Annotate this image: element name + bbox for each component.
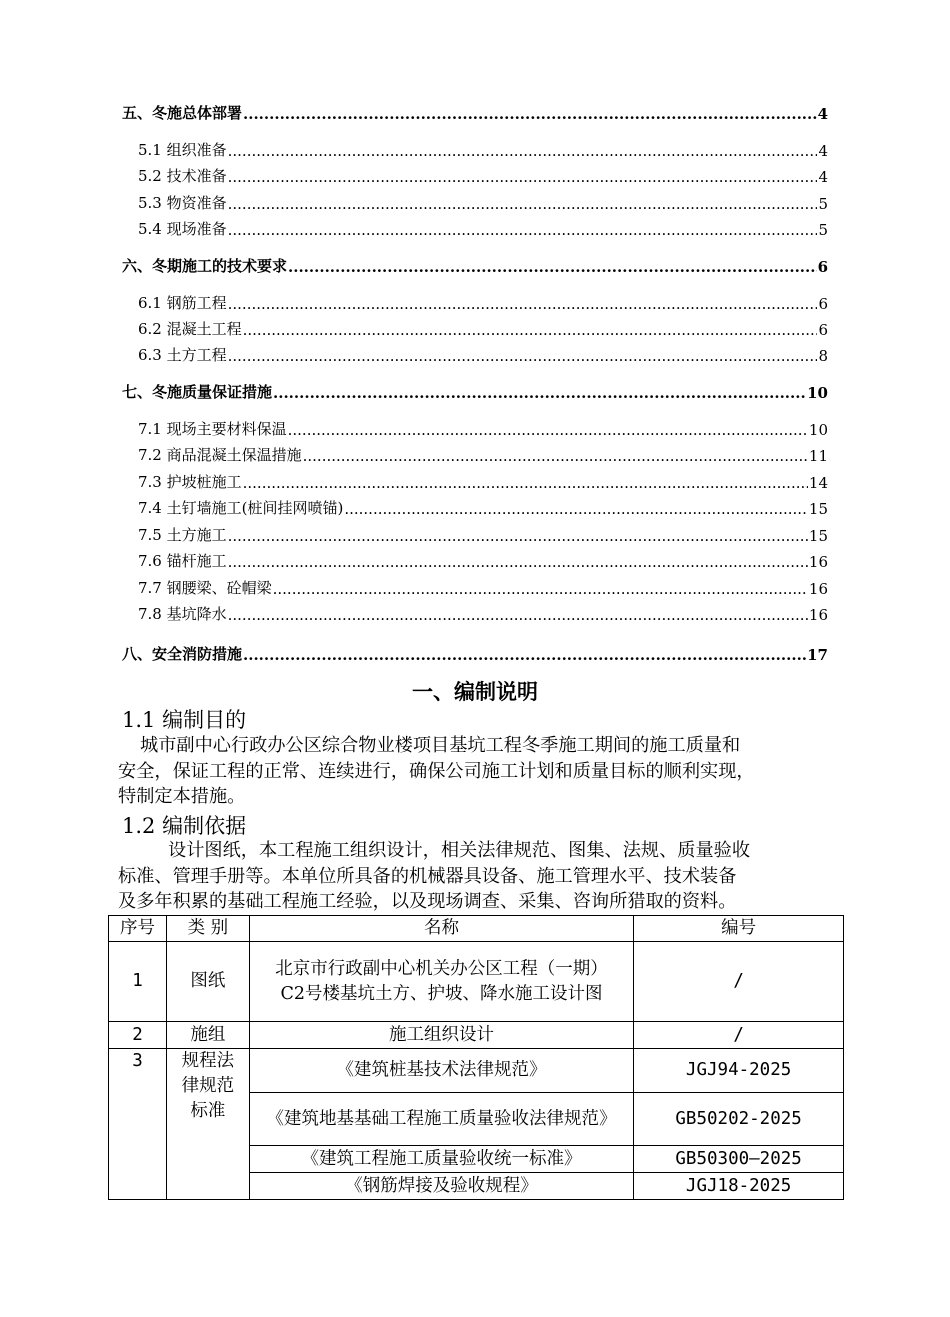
toc-title: 7.5 土方施工 xyxy=(138,526,227,544)
toc-entry[interactable] xyxy=(138,293,828,313)
row-name: 《建筑桩基技术法律规范》 xyxy=(249,1049,633,1093)
toc-entry[interactable] xyxy=(138,345,828,365)
toc-entry[interactable] xyxy=(138,319,828,339)
toc-title: 7.7 钢腰梁、砼帽梁 xyxy=(138,579,272,597)
toc-page: 8 xyxy=(818,347,828,365)
row-name: 《钢筋焊接及验收规程》 xyxy=(249,1173,633,1200)
basis-paragraph xyxy=(118,838,838,915)
toc-title: 六、冬期施工的技术要求 xyxy=(122,257,288,275)
toc-entry[interactable] xyxy=(138,498,828,518)
row-code: GB50202-2025 xyxy=(634,1093,844,1146)
toc-title: 6.2 混凝土工程 xyxy=(138,320,242,338)
row-code: JGJ94-2025 xyxy=(634,1049,844,1093)
toc-page: 6 xyxy=(817,258,828,276)
paragraph-line: 及多年积累的基础工程施工经验，以及现场调查、采集、咨询所猎取的资料。 xyxy=(118,891,737,912)
row-name: 施工组织设计 xyxy=(249,1022,633,1049)
section-heading-purpose: 1.1 编制目的 xyxy=(122,708,247,732)
row-number: 2 xyxy=(109,1022,167,1049)
toc-title: 5.1 组织准备 xyxy=(138,141,227,159)
toc-entry[interactable] xyxy=(122,103,828,123)
toc-entry[interactable] xyxy=(138,578,828,598)
toc-title: 7.8 基坑降水 xyxy=(138,605,227,623)
toc-page: 5 xyxy=(818,195,828,213)
section-heading-basis: 1.2 编制依据 xyxy=(122,814,247,838)
row-category: 施组 xyxy=(166,1022,249,1049)
toc-page: 4 xyxy=(818,142,828,160)
toc-entry[interactable] xyxy=(138,219,828,239)
toc-page: 5 xyxy=(818,221,828,239)
row-code: / xyxy=(634,1022,844,1049)
paragraph-line: 设计图纸，本工程施工组织设计，相关法律规范、图集、法规、质量验收 xyxy=(168,840,751,861)
toc-entry[interactable] xyxy=(138,166,828,186)
toc-title: 7.3 护坡桩施工 xyxy=(138,473,242,491)
paragraph-line: 特制定本措施。 xyxy=(118,786,246,807)
row-code: / xyxy=(634,942,844,1022)
toc-entry[interactable] xyxy=(122,382,828,402)
toc-title: 八、安全消防措施 xyxy=(122,645,243,663)
row-category: 图纸 xyxy=(166,942,249,1022)
header-cell: 名称 xyxy=(249,916,633,942)
toc-title: 5.2 技术准备 xyxy=(138,167,227,185)
toc-entry[interactable] xyxy=(138,472,828,492)
row-number: 3 xyxy=(109,1049,167,1200)
toc-entry[interactable] xyxy=(138,193,828,213)
toc-title: 7.2 商品混凝土保温措施 xyxy=(138,446,302,464)
toc-entry[interactable] xyxy=(138,525,828,545)
table-row xyxy=(109,1022,844,1049)
toc-entry[interactable] xyxy=(138,604,828,624)
toc-page: 10 xyxy=(807,384,828,402)
toc-page: 6 xyxy=(818,321,828,339)
toc-title: 6.3 土方工程 xyxy=(138,346,227,364)
header-cell: 类 别 xyxy=(166,916,249,942)
row-number: 1 xyxy=(109,942,167,1022)
header-cell: 序号 xyxy=(109,916,167,942)
toc-entry[interactable] xyxy=(138,419,828,439)
toc-entry[interactable] xyxy=(122,256,828,276)
toc-title: 7.4 土钉墙施工(桩间挂网喷锚) xyxy=(138,499,344,517)
table-row xyxy=(109,942,844,1022)
row-code: JGJ18-2025 xyxy=(634,1173,844,1200)
toc-page: 11 xyxy=(808,447,828,465)
toc-title: 7.1 现场主要材料保温 xyxy=(138,420,287,438)
row-category: 规程法律规范标准 xyxy=(166,1049,249,1200)
row-code: GB50300—2025 xyxy=(634,1146,844,1173)
toc-page: 17 xyxy=(807,646,828,664)
toc-title: 五、冬施总体部署 xyxy=(122,104,243,122)
reference-table xyxy=(108,915,844,1200)
toc-page: 6 xyxy=(818,295,828,313)
paragraph-line: 城市副中心行政办公区综合物业楼项目基坑工程冬季施工期间的施工质量和 xyxy=(140,735,741,756)
chapter-title: 一、编制说明 xyxy=(412,680,538,704)
header-cell: 编号 xyxy=(634,916,844,942)
toc-page: 14 xyxy=(808,474,828,492)
toc-entry[interactable] xyxy=(138,140,828,160)
toc-entry[interactable] xyxy=(122,644,828,664)
toc-page: 4 xyxy=(817,105,828,123)
toc-page: 16 xyxy=(808,606,828,624)
row-name: 《建筑工程施工质量验收统一标准》 xyxy=(249,1146,633,1173)
toc-entry[interactable] xyxy=(138,551,828,571)
toc-title: 7.6 锚杆施工 xyxy=(138,552,227,570)
toc-page: 4 xyxy=(818,168,828,186)
toc-page: 16 xyxy=(808,553,828,571)
paragraph-line: 标准、管理手册等。本单位所具备的机械器具设备、施工管理水平、技术装备 xyxy=(118,865,737,887)
row-name: 北京市行政副中心机关办公区工程（一期）C2号楼基坑土方、护坡、降水施工设计图 xyxy=(249,942,633,1022)
toc-page: 15 xyxy=(808,500,828,518)
paragraph-line: 安全，保证工程的正常、连续进行，确保公司施工计划和质量目标的顺利实现， xyxy=(118,760,755,782)
toc-page: 10 xyxy=(808,421,828,439)
toc-title: 5.4 现场准备 xyxy=(138,220,227,238)
row-name: 《建筑地基基础工程施工质量验收法律规范》 xyxy=(249,1093,633,1146)
toc-page: 16 xyxy=(808,580,828,598)
toc-title: 七、冬施质量保证措施 xyxy=(122,383,273,401)
table-row xyxy=(109,1049,844,1093)
purpose-paragraph xyxy=(118,733,838,810)
toc-entry[interactable] xyxy=(138,445,828,465)
toc-page: 15 xyxy=(808,527,828,545)
toc-title: 6.1 钢筋工程 xyxy=(138,294,227,312)
table-header-row xyxy=(109,916,844,942)
toc-title: 5.3 物资准备 xyxy=(138,194,227,212)
